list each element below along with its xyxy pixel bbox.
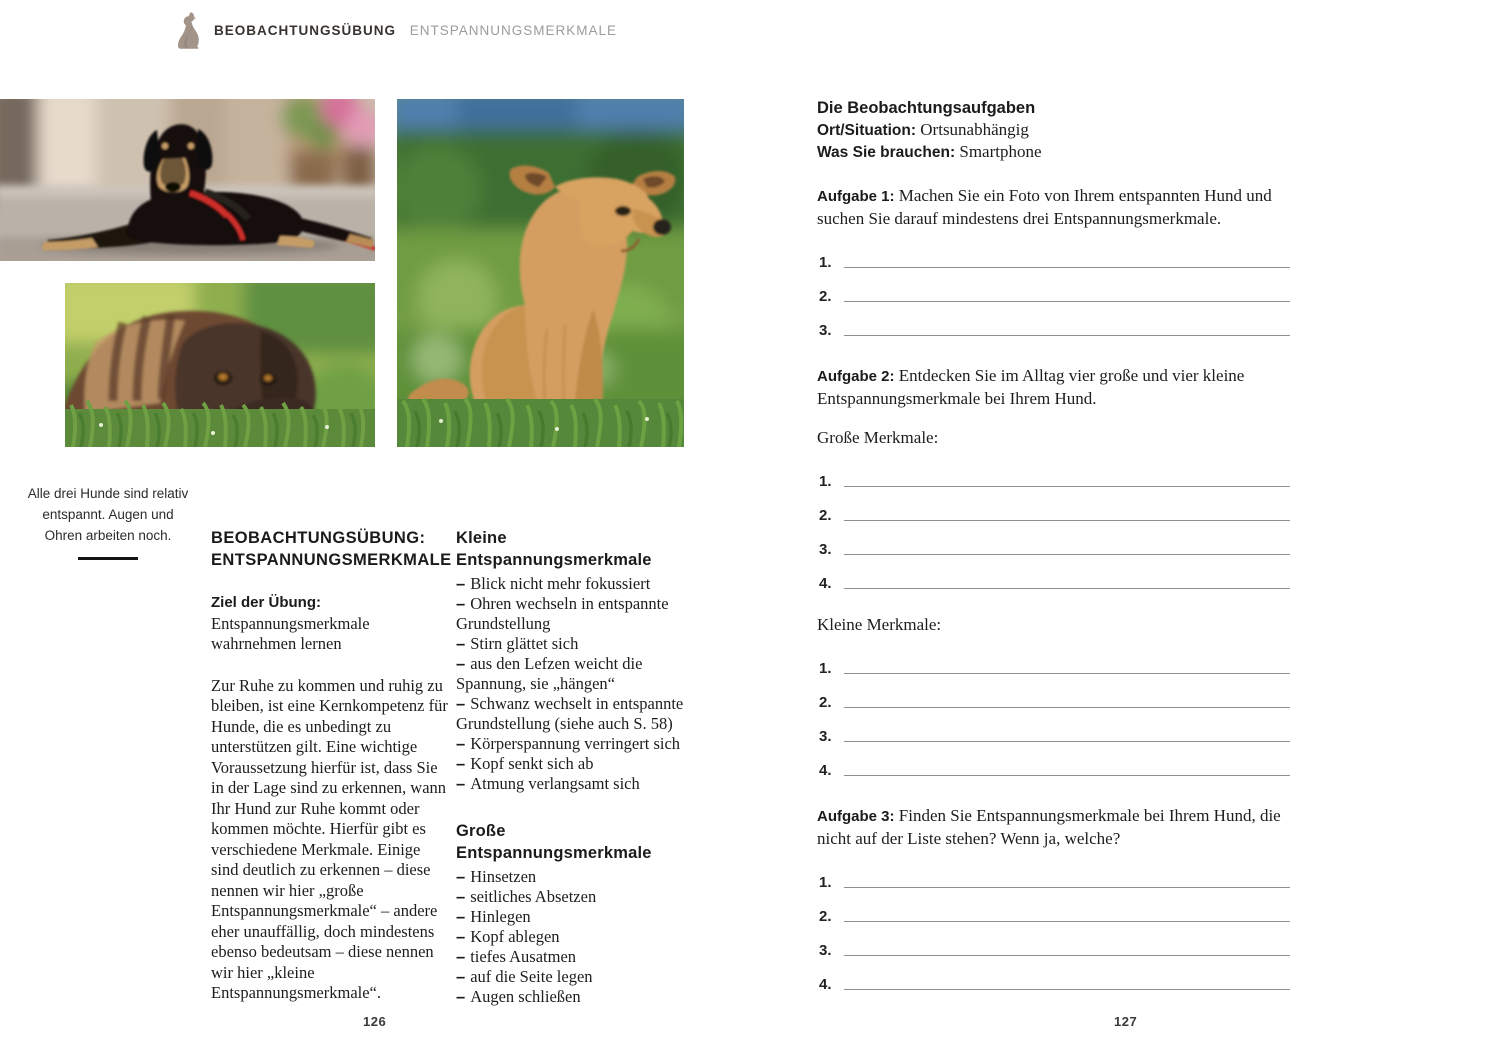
dash-bullet: – [456,695,466,713]
dash-bullet: – [456,948,466,966]
kleine-merkmale-heading: Kleine Entspannungsmerkmale [456,529,652,569]
list-item [456,987,696,1007]
grosse-merkmale-label: Große Merkmale: [817,428,939,447]
meta-value: Smartphone [955,142,1042,161]
write-in-row [817,309,1290,343]
aufgabe-1-write-in-lines [817,241,1290,343]
write-in-row [817,460,1290,494]
write-in-line [844,955,1290,956]
aufgabe-1-label: Aufgabe 1: [817,188,895,205]
row-number: 1. [819,254,832,271]
list-item [456,947,696,967]
row-number: 3. [819,322,832,339]
list-item [456,927,696,947]
row-number: 1. [819,473,832,490]
write-in-row [817,681,1290,715]
write-in-row [817,241,1290,275]
exercise-column [211,527,452,1004]
list-item [456,774,696,794]
row-number: 2. [819,908,832,925]
list-item-text: Blick nicht mehr fokussiert [470,574,651,593]
write-in-line [844,520,1290,521]
row-number: 4. [819,976,832,993]
list-item-text: Hinsetzen [470,867,537,886]
dash-bullet: – [456,755,466,773]
list-item-text: Hinlegen [470,907,531,926]
list-item [456,867,696,887]
write-in-row [817,895,1290,929]
goal-text: Entspannungsmerkmale wahrnehmen lernen [211,613,370,653]
write-in-line [844,775,1290,776]
dash-bullet: – [456,888,466,906]
kleine-merkmale-list [456,527,696,794]
header-title-bold: BEOBACHTUNGSÜBUNG [214,22,396,38]
list-item [456,754,696,774]
sitting-dog-icon [176,11,204,49]
list-item-text: Körperspannung verringert sich [470,734,681,753]
write-in-row [817,963,1290,997]
dash-bullet: – [456,775,466,793]
photo-caption-text: Alle drei Hunde sind relativ entspannt. Augen und Ohren arbeiten noch. [27,486,189,543]
features-column [456,527,696,1033]
row-number: 4. [819,575,832,592]
list-item-text: aus den Lefzen weicht die Spannung, sie „hängen“ [456,654,643,693]
list-item-text: Augen schließen [470,987,581,1006]
list-item [456,594,696,634]
list-item [456,887,696,907]
dash-bullet: – [456,735,466,753]
write-in-row [817,929,1290,963]
row-number: 2. [819,694,832,711]
list-item-text: Schwanz wechselt in entspannte Grundstellung (siehe auch S. 58) [456,694,684,733]
photo-brindle-dog-lying-grass [65,283,375,447]
write-in-row [817,494,1290,528]
meta-value: Ortsunabhängig [916,120,1029,139]
row-number: 2. [819,507,832,524]
list-item [456,634,696,654]
list-item [456,694,696,734]
row-number: 2. [819,288,832,305]
write-in-row [817,861,1290,895]
row-number: 4. [819,762,832,779]
dash-bullet: – [456,928,466,946]
dash-bullet: – [456,655,466,673]
kleine-merkmale-write-in-lines [817,647,1290,783]
write-in-line [844,741,1290,742]
row-number: 1. [819,660,832,677]
list-item [456,907,696,927]
aufgabe-2-label: Aufgabe 2: [817,368,895,385]
exercise-body: Zur Ruhe zu kommen und ruhig zu bleiben, ist eine Kernkompetenz für Hunde, die es unbedingt zu unterstützen gilt. Eine wichtige Voraussetzung hierfür ist, dass Sie in der Lage sind zu erkennen, wann Ihr Hund zur Ruhe kommt oder kommen möchte. Hierfür gibt es verschiedene Merkmale. Einige sind deutlich zu erkennen – diese nennen wir hier „große Entspannungsmerkmale“ – andere eher unauffällig, doch mindestens ebenso bedeutsam – diese nennen wir hier „kleine Entspannungsmerkmale“. [211,675,448,1002]
write-in-row [817,749,1290,783]
aufgabe-3-text: Finden Sie Entspannungsmerkmale bei Ihrem Hund, die nicht auf der Liste stehen? Wenn ja, welche? [817,806,1281,848]
write-in-row [817,562,1290,596]
list-item-text: tiefes Ausatmen [470,947,577,966]
page-number-left: 126 [363,1014,387,1029]
dash-bullet: – [456,868,466,886]
write-in-line [844,887,1290,888]
exercise-goal [211,592,449,655]
dash-bullet: – [456,575,466,593]
list-item-text: Ohren wechseln in entspannte Grundstellung [456,594,669,633]
aufgabe-2-text: Entdecken Sie im Alltag vier große und vier kleine Entspannungsmerkmale bei Ihrem Hund. [817,366,1245,408]
write-in-row [817,647,1290,681]
write-in-line [844,267,1290,268]
write-in-line [844,554,1290,555]
aufgabe-3-write-in-lines [817,861,1290,997]
write-in-line [844,707,1290,708]
running-header [176,11,617,49]
list-item-text: Kopf ablegen [470,927,560,946]
aufgabe-1 [817,185,1290,229]
write-in-line [844,673,1290,674]
list-item-text: Atmung verlangsamt sich [470,774,640,793]
exercise-heading: BEOBACHTUNGSÜBUNG: ENTSPANNUNGSMERKMALE [211,529,452,569]
header-title-light: ENTSPANNUNGSMERKMALE [409,22,618,38]
dash-bullet: – [456,988,466,1006]
write-in-line [844,301,1290,302]
goal-label: Ziel der Übung: [211,594,321,611]
write-in-line [844,335,1290,336]
dash-bullet: – [456,595,466,613]
write-in-line [844,921,1290,922]
photo-caption [25,483,191,560]
row-number: 3. [819,541,832,558]
list-item-text: Kopf senkt sich ab [470,754,594,773]
dash-bullet: – [456,908,466,926]
list-item-text: seitliches Absetzen [470,887,597,906]
dash-bullet: – [456,968,466,986]
aufgabe-3-label: Aufgabe 3: [817,808,895,825]
page-number-right: 127 [1114,1014,1138,1029]
grosse-merkmale-write-in-lines [817,460,1290,596]
caption-divider [78,557,138,560]
row-number: 3. [819,942,832,959]
grosse-merkmale-heading: Große Entspannungsmerkmale [456,822,652,862]
write-in-row [817,275,1290,309]
aufgabe-2 [817,365,1290,409]
write-in-row [817,715,1290,749]
list-item [456,734,696,754]
kleine-merkmale-label: Kleine Merkmale: [817,615,942,634]
aufgabe-1-text: Machen Sie ein Foto von Ihrem entspannten Hund und suchen Sie darauf mindestens drei Entspannungsmerkmale. [817,186,1272,228]
photo-tan-dog-sitting-grass [397,99,684,447]
write-in-line [844,989,1290,990]
meta-ort-situation [817,119,1290,141]
meta-label: Was Sie brauchen: [817,144,956,161]
row-number: 3. [819,728,832,745]
meta-label: Ort/Situation: [817,122,917,139]
grosse-merkmale-list [456,820,696,1007]
write-in-row [817,528,1290,562]
row-number: 1. [819,874,832,891]
meta-was-sie-brauchen [817,141,1290,163]
aufgabe-3 [817,805,1290,849]
list-item [456,574,696,594]
photo-black-dog-lying-pavement [0,99,375,261]
list-item [456,654,696,694]
write-in-line [844,588,1290,589]
tasks-column [817,97,1290,997]
list-item-text: Stirn glättet sich [470,634,579,653]
list-item [456,967,696,987]
tasks-heading: Die Beobachtungsaufgaben [817,99,1036,117]
dash-bullet: – [456,635,466,653]
write-in-line [844,486,1290,487]
list-item-text: auf die Seite legen [470,967,593,986]
running-header-title [214,23,617,38]
